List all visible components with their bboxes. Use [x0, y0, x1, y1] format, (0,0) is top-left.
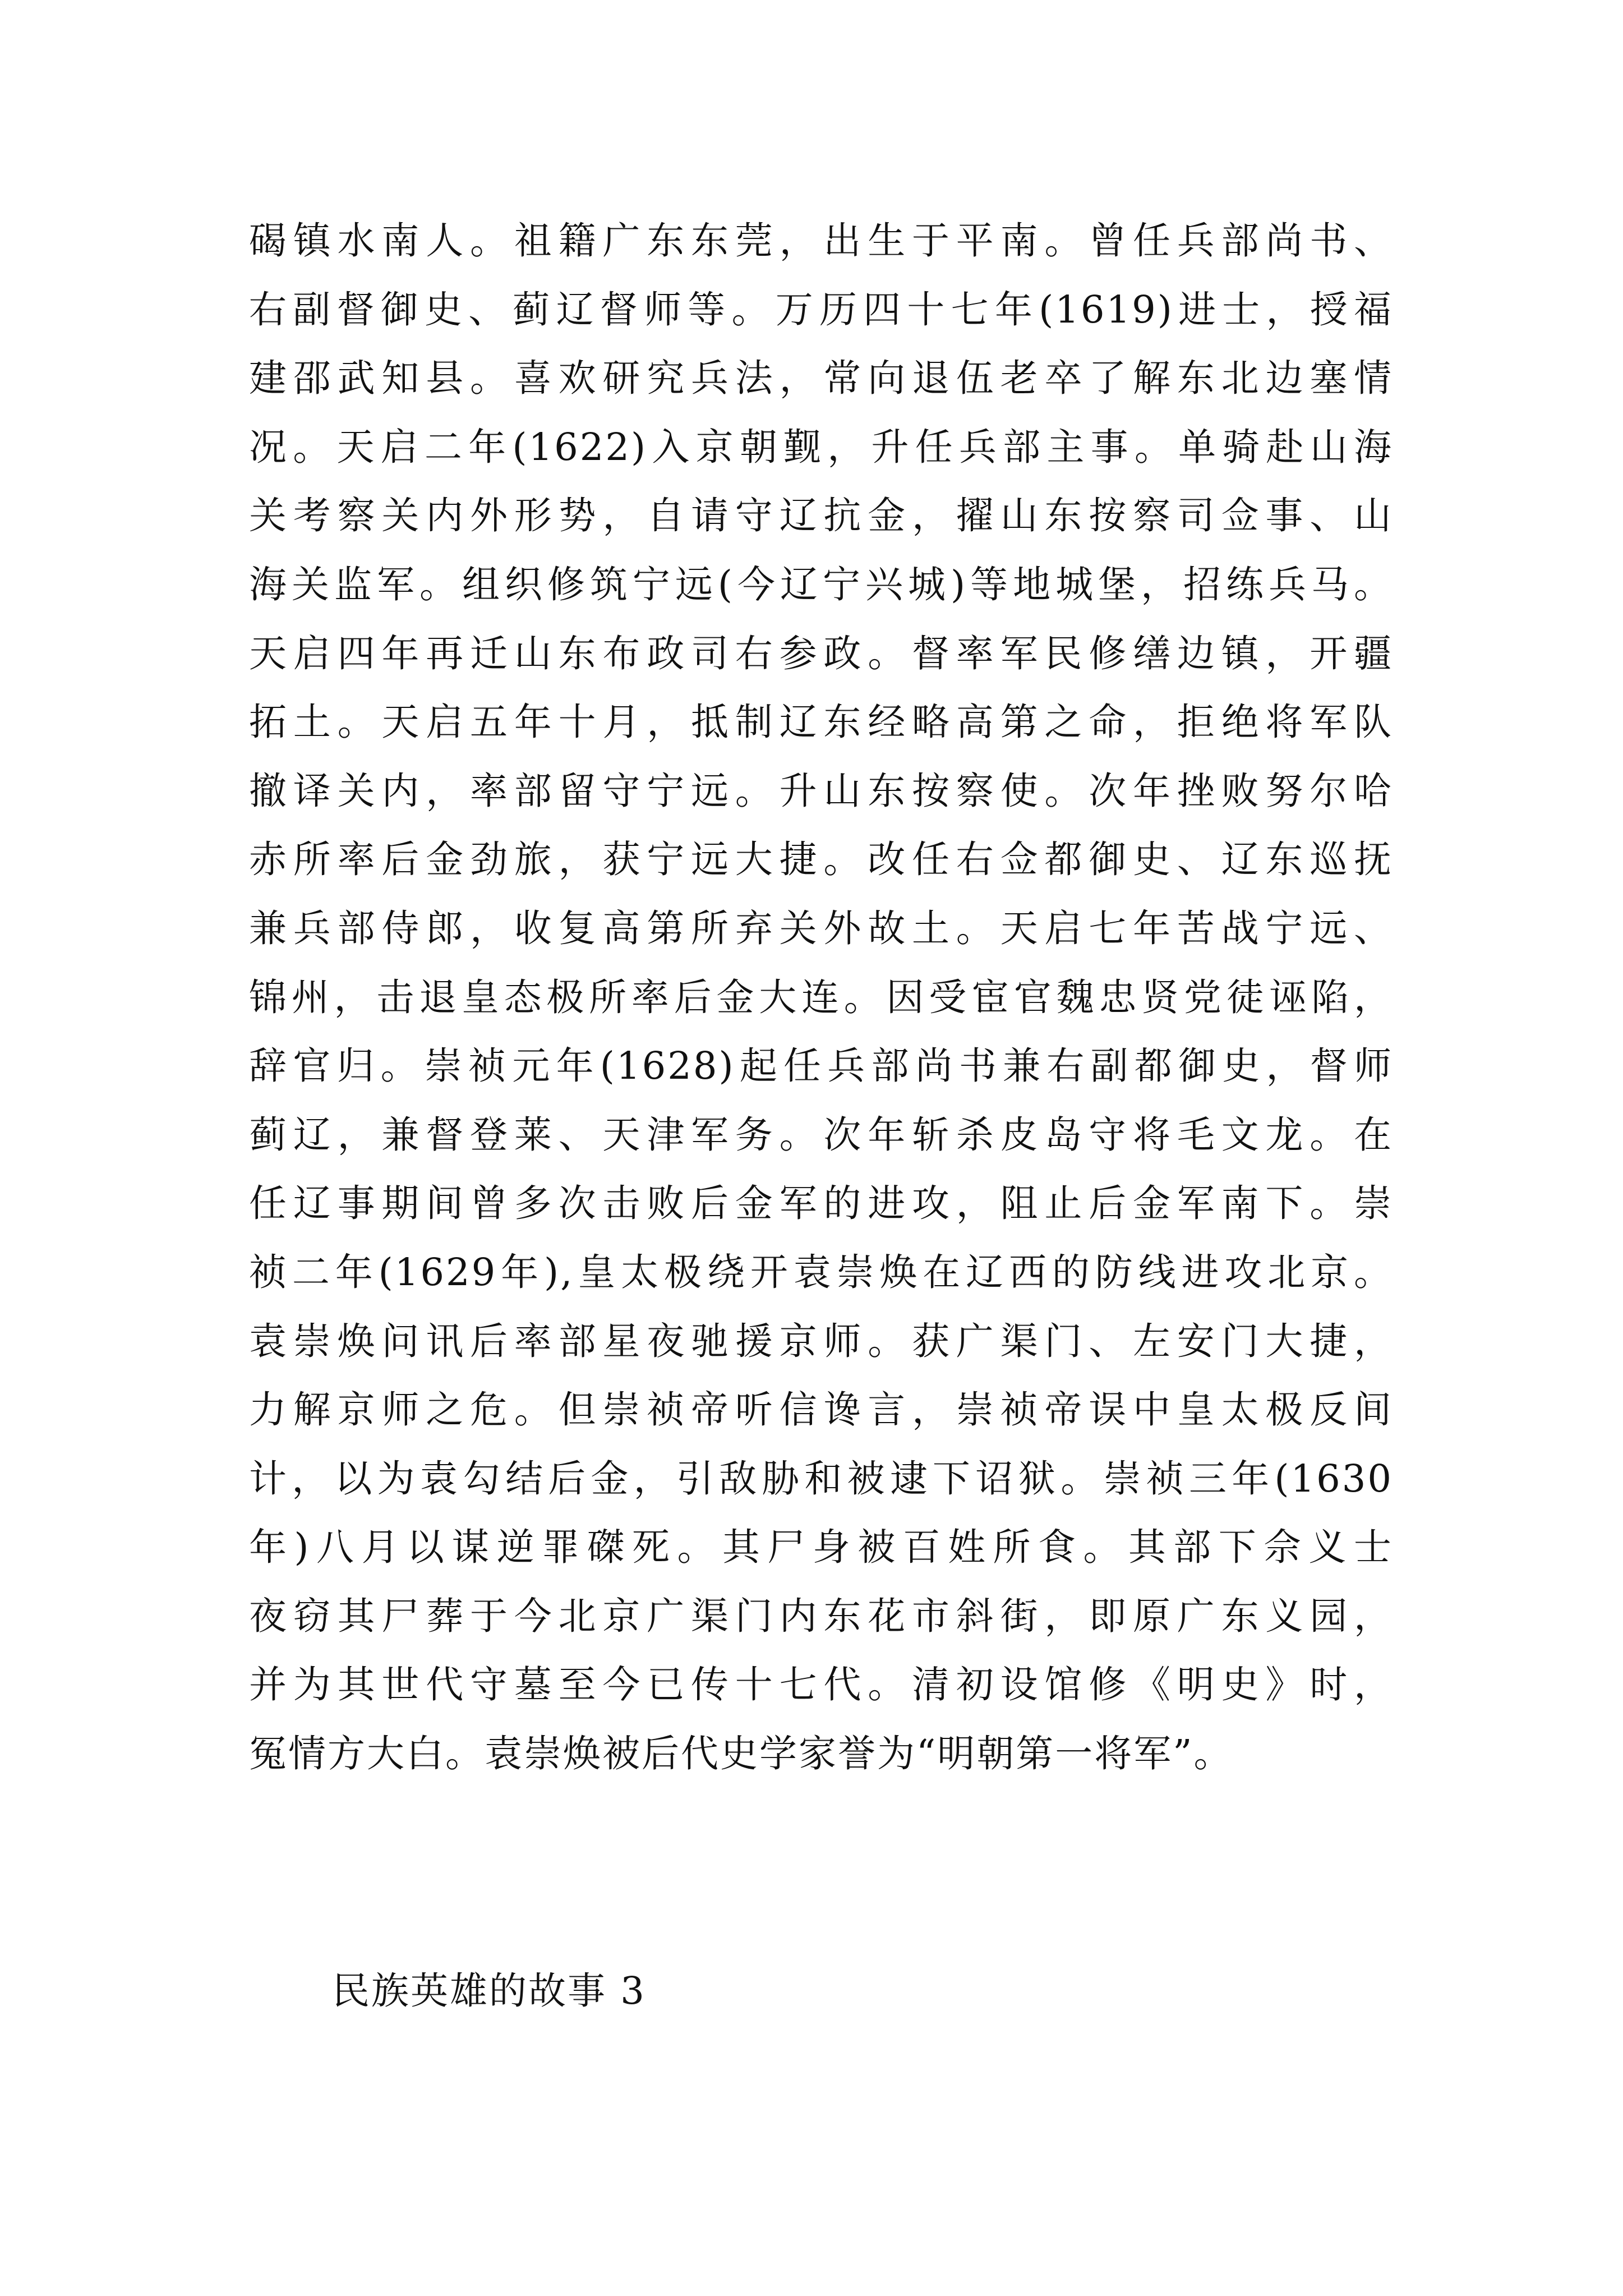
paragraph-line: 关考察关内外形势，自请守辽抗金，擢山东按察司佥事、山: [249, 494, 1393, 538]
paragraph-line: 冤情方大白。袁崇焕被后代史学家誉为“明朝第一将军”。: [249, 1732, 1233, 1776]
section-heading: 民族英雄的故事 3: [332, 1969, 646, 2013]
biography-paragraph: [249, 206, 1393, 1788]
paragraph-line: 建邵武知县。喜欢研究兵法，常向退伍老卒了解东北边塞情: [249, 356, 1393, 401]
paragraph-line: 辞官归。崇祯元年(1628)起任兵部尚书兼右副都御史，督师: [249, 1044, 1393, 1088]
paragraph-line: 计，以为袁勾结后金，引敌胁和被逮下诏狱。崇祯三年(1630: [249, 1456, 1393, 1501]
paragraph-line: 夜窃其尸葬于今北京广渠门内东花市斜街，即原广东义园，: [249, 1594, 1393, 1638]
paragraph-line: 右副督御史、蓟辽督师等。万历四十七年(1619)进士，授福: [249, 287, 1393, 332]
paragraph-line: 海关监军。组织修筑宁远(今辽宁兴城)等地城堡，招练兵马。: [249, 562, 1393, 606]
paragraph-line: 年)八月以谋逆罪磔死。其尸身被百姓所食。其部下佘义士: [249, 1525, 1393, 1570]
paragraph-line: 蓟辽，兼督登莱、天津军务。次年斩杀皮岛守将毛文龙。在: [249, 1112, 1393, 1157]
paragraph-line: 赤所率后金劲旅，获宁远大捷。改任右佥都御史、辽东巡抚: [249, 838, 1393, 882]
paragraph-line: 兼兵部侍郎，收复高第所弃关外故土。天启七年苦战宁远、: [249, 906, 1393, 950]
paragraph-line: 袁崇焕问讯后率部星夜驰援京师。获广渠门、左安门大捷，: [249, 1319, 1393, 1363]
paragraph-line: 任辽事期间曾多次击败后金军的进攻，阻止后金军南下。崇: [249, 1181, 1393, 1226]
paragraph-line: 天启四年再迁山东布政司右参政。督率军民修缮边镇，开疆: [249, 631, 1393, 675]
paragraph-line: 撤译关内，率部留守宁远。升山东按察使。次年挫败努尔哈: [249, 769, 1393, 813]
paragraph-line: 拓土。天启五年十月，抵制辽东经略高第之命，拒绝将军队: [249, 700, 1393, 744]
paragraph-line: 锦州，击退皇态极所率后金大连。因受宦官魏忠贤党徒诬陷，: [249, 975, 1393, 1019]
paragraph-line: 祯二年(1629年),皇太极绕开袁崇焕在辽西的防线进攻北京。: [249, 1250, 1393, 1294]
paragraph-line: 碣镇水南人。祖籍广东东莞，出生于平南。曾任兵部尚书、: [249, 219, 1393, 263]
paragraph-line: 况。天启二年(1622)入京朝觐，升任兵部主事。单骑赴山海: [249, 425, 1393, 469]
paragraph-line: 并为其世代守墓至今已传十七代。清初设馆修《明史》时，: [249, 1663, 1393, 1707]
paragraph-line: 力解京师之危。但崇祯帝听信谗言，崇祯帝误中皇太极反间: [249, 1388, 1393, 1432]
